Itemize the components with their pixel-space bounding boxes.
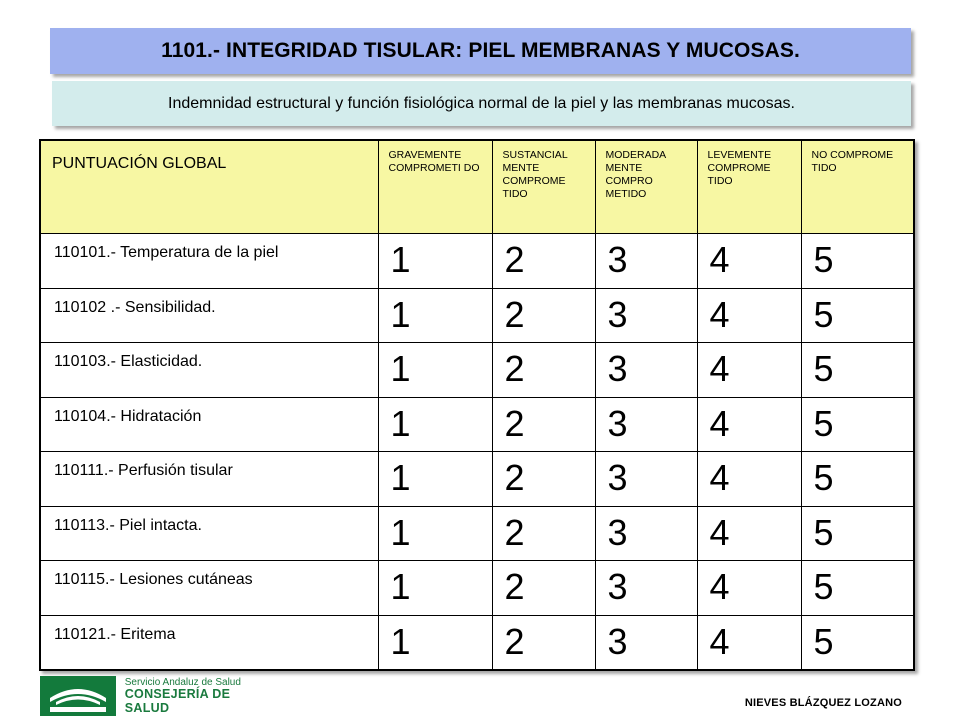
score-cell-3[interactable]: 3: [595, 397, 697, 452]
table-header-row: [40, 140, 914, 234]
logo-service-name: Servicio Andaluz de Salud: [124, 676, 241, 688]
score-cell-1[interactable]: 1: [378, 506, 492, 561]
score-cell-5[interactable]: 5: [801, 234, 914, 289]
score-cell-5[interactable]: 5: [801, 506, 914, 561]
score-cell-1[interactable]: 1: [378, 452, 492, 507]
score-cell-4[interactable]: 4: [697, 506, 801, 561]
page-subtitle: Indemnidad estructural y función fisiológica normal de la piel y las membranas mucosas.: [52, 81, 911, 126]
row-label: 110101.- Temperatura de la piel: [40, 234, 378, 289]
table-row: [40, 397, 914, 452]
score-cell-3[interactable]: 3: [595, 343, 697, 398]
score-cell-1[interactable]: 1: [378, 561, 492, 616]
score-cell-1[interactable]: 1: [378, 397, 492, 452]
score-cell-3[interactable]: 3: [595, 452, 697, 507]
table-row: [40, 452, 914, 507]
score-cell-2[interactable]: 2: [492, 615, 595, 670]
table-row: [40, 506, 914, 561]
score-cell-2[interactable]: 2: [492, 234, 595, 289]
score-cell-1[interactable]: 1: [378, 615, 492, 670]
score-cell-4[interactable]: 4: [697, 561, 801, 616]
table-row: [40, 288, 914, 343]
score-cell-2[interactable]: 2: [492, 343, 595, 398]
table-body: [40, 234, 914, 670]
level-header-1: GRAVEMENTE COMPROMETI DO: [378, 140, 492, 234]
score-cell-3[interactable]: 3: [595, 234, 697, 289]
score-cell-5[interactable]: 5: [801, 288, 914, 343]
score-cell-5[interactable]: 5: [801, 397, 914, 452]
score-cell-4[interactable]: 4: [697, 397, 801, 452]
score-cell-5[interactable]: 5: [801, 561, 914, 616]
level-header-3: MODERADA MENTE COMPRO METIDO: [595, 140, 697, 234]
page-title: 1101.- INTEGRIDAD TISULAR: PIEL MEMBRANAS Y MUCOSAS.: [50, 28, 911, 74]
score-cell-3[interactable]: 3: [595, 506, 697, 561]
row-label: 110103.- Elasticidad.: [40, 343, 378, 398]
logo-department-name: CONSEJERÍA DE SALUD: [124, 686, 231, 715]
level-header-4: LEVEMENTE COMPROME TIDO: [697, 140, 801, 234]
score-cell-4[interactable]: 4: [697, 452, 801, 507]
score-cell-3[interactable]: 3: [595, 288, 697, 343]
score-cell-2[interactable]: 2: [492, 452, 595, 507]
row-label: 110121.- Eritema: [40, 615, 378, 670]
score-cell-4[interactable]: 4: [697, 288, 801, 343]
row-label: 110115.- Lesiones cutáneas: [40, 561, 378, 616]
score-cell-1[interactable]: 1: [378, 288, 492, 343]
level-header-5: NO COMPROME TIDO: [801, 140, 914, 234]
table-row: [40, 234, 914, 289]
score-cell-2[interactable]: 2: [492, 288, 595, 343]
score-cell-3[interactable]: 3: [595, 561, 697, 616]
score-cell-1[interactable]: 1: [378, 343, 492, 398]
junta-andalucia-logo-icon: [40, 676, 113, 716]
score-cell-4[interactable]: 4: [697, 234, 801, 289]
score-cell-2[interactable]: 2: [492, 397, 595, 452]
table-row: [40, 561, 914, 616]
table-row: [40, 343, 914, 398]
score-cell-3[interactable]: 3: [595, 615, 697, 670]
score-cell-5[interactable]: 5: [801, 343, 914, 398]
author-name: NIEVES BLÁZQUEZ LOZANO: [744, 697, 902, 709]
sas-logo: [40, 676, 272, 716]
score-cell-2[interactable]: 2: [492, 561, 595, 616]
score-cell-1[interactable]: 1: [378, 234, 492, 289]
table-row: [40, 615, 914, 670]
score-cell-4[interactable]: 4: [697, 343, 801, 398]
score-cell-4[interactable]: 4: [697, 615, 801, 670]
score-cell-5[interactable]: 5: [801, 615, 914, 670]
score-cell-5[interactable]: 5: [801, 452, 914, 507]
row-label: 110104.- Hidratación: [40, 397, 378, 452]
row-label: 110111.- Perfusión tisular: [40, 452, 378, 507]
row-label: 110102 .- Sensibilidad.: [40, 288, 378, 343]
row-label: 110113.- Piel intacta.: [40, 506, 378, 561]
score-table: [39, 139, 915, 671]
level-header-2: SUSTANCIAL MENTE COMPROME TIDO: [492, 140, 595, 234]
global-score-header: PUNTUACIÓN GLOBAL: [40, 140, 378, 234]
score-cell-2[interactable]: 2: [492, 506, 595, 561]
